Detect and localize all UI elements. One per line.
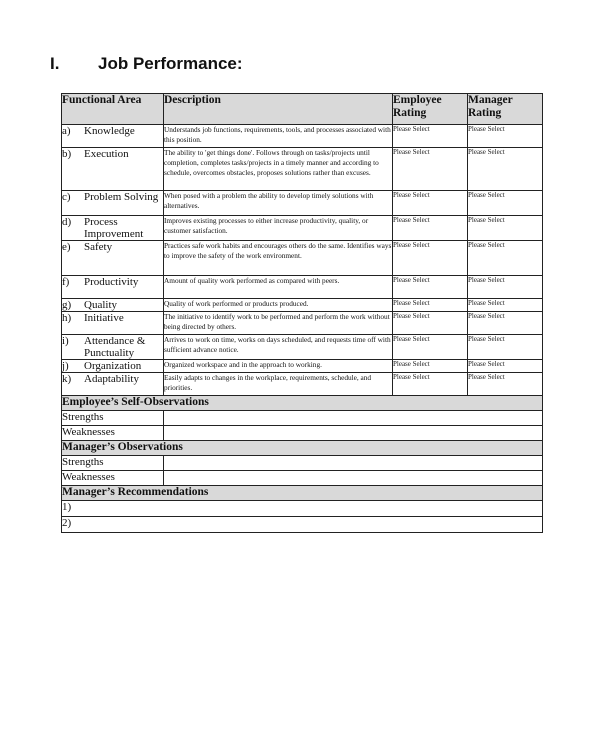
manager-rating-select[interactable]: Please Select bbox=[468, 360, 543, 373]
header-manager-rating: Manager Rating bbox=[468, 94, 543, 125]
functional-area-cell bbox=[62, 276, 164, 299]
manager-observations-title: Manager’s Observations bbox=[62, 441, 543, 456]
functional-area-cell bbox=[62, 125, 164, 148]
manager-weaknesses-label: Weaknesses bbox=[62, 471, 164, 486]
description-cell: Practices safe work habits and encourages others do the same. Identifies ways to improve the safety of the work environment. bbox=[164, 241, 393, 276]
table-row bbox=[62, 373, 543, 396]
employee-rating-select[interactable]: Please Select bbox=[393, 191, 468, 216]
area-name: Quality bbox=[84, 299, 117, 311]
area-name: Problem Solving bbox=[84, 191, 159, 203]
employee-rating-select[interactable]: Please Select bbox=[393, 312, 468, 335]
table-row bbox=[62, 312, 543, 335]
area-letter: a) bbox=[62, 125, 71, 137]
area-name: Productivity bbox=[84, 276, 139, 288]
description-cell: When posed with a problem the ability to develop timely solutions with alternatives. bbox=[164, 191, 393, 216]
employee-rating-select[interactable]: Please Select bbox=[393, 276, 468, 299]
header-description: Description bbox=[164, 94, 393, 125]
manager-weaknesses-field[interactable] bbox=[164, 471, 543, 486]
job-performance-table bbox=[61, 93, 543, 533]
area-name: Knowledge bbox=[84, 125, 135, 137]
table-row bbox=[62, 299, 543, 312]
area-name: Execution bbox=[84, 148, 129, 160]
header-functional-area: Functional Area bbox=[62, 94, 164, 125]
manager-rating-select[interactable]: Please Select bbox=[468, 373, 543, 396]
description-cell: The ability to 'get things done'. Follows through on tasks/projects until completion, completes tasks/projects in a timely manner and according to schedule, overcomes obstacles, proposes solutions rather than excuses. bbox=[164, 148, 393, 191]
area-name: Adaptability bbox=[84, 373, 139, 385]
table-row bbox=[62, 335, 543, 360]
employee-rating-select[interactable]: Please Select bbox=[393, 335, 468, 360]
self-observations-section bbox=[62, 396, 543, 441]
table-row bbox=[62, 241, 543, 276]
employee-rating-select[interactable]: Please Select bbox=[393, 216, 468, 241]
functional-area-cell bbox=[62, 191, 164, 216]
area-letter: i) bbox=[62, 335, 69, 347]
area-letter: g) bbox=[62, 299, 72, 311]
area-letter: j) bbox=[62, 360, 69, 372]
manager-rating-select[interactable]: Please Select bbox=[468, 299, 543, 312]
self-weaknesses-field[interactable] bbox=[164, 426, 543, 441]
recommendation-field-2[interactable]: 2) bbox=[62, 517, 543, 533]
table-row bbox=[62, 216, 543, 241]
rating-rows bbox=[62, 125, 543, 396]
area-name: Initiative bbox=[84, 312, 124, 324]
area-letter: d) bbox=[62, 216, 72, 228]
manager-rating-select[interactable]: Please Select bbox=[468, 148, 543, 191]
functional-area-cell bbox=[62, 335, 164, 360]
functional-area-cell bbox=[62, 373, 164, 396]
area-letter: f) bbox=[62, 276, 70, 288]
employee-rating-select[interactable]: Please Select bbox=[393, 373, 468, 396]
functional-area-cell bbox=[62, 360, 164, 373]
self-strengths-field[interactable] bbox=[164, 411, 543, 426]
employee-rating-select[interactable]: Please Select bbox=[393, 125, 468, 148]
manager-observations-section bbox=[62, 441, 543, 486]
manager-rating-select[interactable]: Please Select bbox=[468, 191, 543, 216]
functional-area-cell bbox=[62, 299, 164, 312]
section-title: Job Performance: bbox=[98, 54, 243, 73]
employee-rating-select[interactable]: Please Select bbox=[393, 241, 468, 276]
self-strengths-label: Strengths bbox=[62, 411, 164, 426]
description-cell: Easily adapts to changes in the workplace, requirements, schedule, and priorities. bbox=[164, 373, 393, 396]
description-cell: Quality of work performed or products produced. bbox=[164, 299, 393, 312]
table-row bbox=[62, 360, 543, 373]
recommendation-field-1[interactable]: 1) bbox=[62, 501, 543, 517]
area-letter: e) bbox=[62, 241, 71, 253]
section-heading bbox=[50, 54, 243, 74]
area-letter: c) bbox=[62, 191, 71, 203]
area-letter: b) bbox=[62, 148, 72, 160]
manager-rating-select[interactable]: Please Select bbox=[468, 312, 543, 335]
recommendations-title: Manager’s Recommendations bbox=[62, 486, 543, 501]
recommendations-section bbox=[62, 486, 543, 533]
self-weaknesses-label: Weaknesses bbox=[62, 426, 164, 441]
manager-rating-select[interactable]: Please Select bbox=[468, 125, 543, 148]
area-letter: k) bbox=[62, 373, 72, 385]
description-cell: Understands job functions, requirements, tools, and processes associated with this position. bbox=[164, 125, 393, 148]
manager-strengths-field[interactable] bbox=[164, 456, 543, 471]
self-observations-title: Employee’s Self-Observations bbox=[62, 396, 543, 411]
area-letter: h) bbox=[62, 312, 72, 324]
area-name: Attendance & Punctuality bbox=[84, 335, 146, 359]
manager-rating-select[interactable]: Please Select bbox=[468, 335, 543, 360]
employee-rating-select[interactable]: Please Select bbox=[393, 299, 468, 312]
functional-area-cell bbox=[62, 312, 164, 335]
manager-rating-select[interactable]: Please Select bbox=[468, 216, 543, 241]
description-cell: Arrives to work on time, works on days scheduled, and requests time off with sufficient advance notice. bbox=[164, 335, 393, 360]
section-number: I. bbox=[50, 54, 60, 73]
manager-rating-select[interactable]: Please Select bbox=[468, 276, 543, 299]
employee-rating-select[interactable]: Please Select bbox=[393, 148, 468, 191]
table-row bbox=[62, 125, 543, 148]
functional-area-cell bbox=[62, 216, 164, 241]
table-row bbox=[62, 276, 543, 299]
table-row bbox=[62, 191, 543, 216]
header-employee-rating: Employee Rating bbox=[393, 94, 468, 125]
manager-strengths-label: Strengths bbox=[62, 456, 164, 471]
description-cell: Improves existing processes to either increase productivity, quality, or customer satisfaction. bbox=[164, 216, 393, 241]
area-name: Process Improvement bbox=[84, 216, 144, 240]
description-cell: Organized workspace and in the approach to working. bbox=[164, 360, 393, 373]
description-cell: Amount of quality work performed as compared with peers. bbox=[164, 276, 393, 299]
description-cell: The initiative to identify work to be performed and perform the work without being directed by others. bbox=[164, 312, 393, 335]
employee-rating-select[interactable]: Please Select bbox=[393, 360, 468, 373]
area-name: Organization bbox=[84, 360, 142, 372]
functional-area-cell bbox=[62, 148, 164, 191]
functional-area-cell bbox=[62, 241, 164, 276]
table-header-row bbox=[62, 94, 543, 125]
table-row bbox=[62, 148, 543, 191]
manager-rating-select[interactable]: Please Select bbox=[468, 241, 543, 276]
area-name: Safety bbox=[84, 241, 113, 253]
